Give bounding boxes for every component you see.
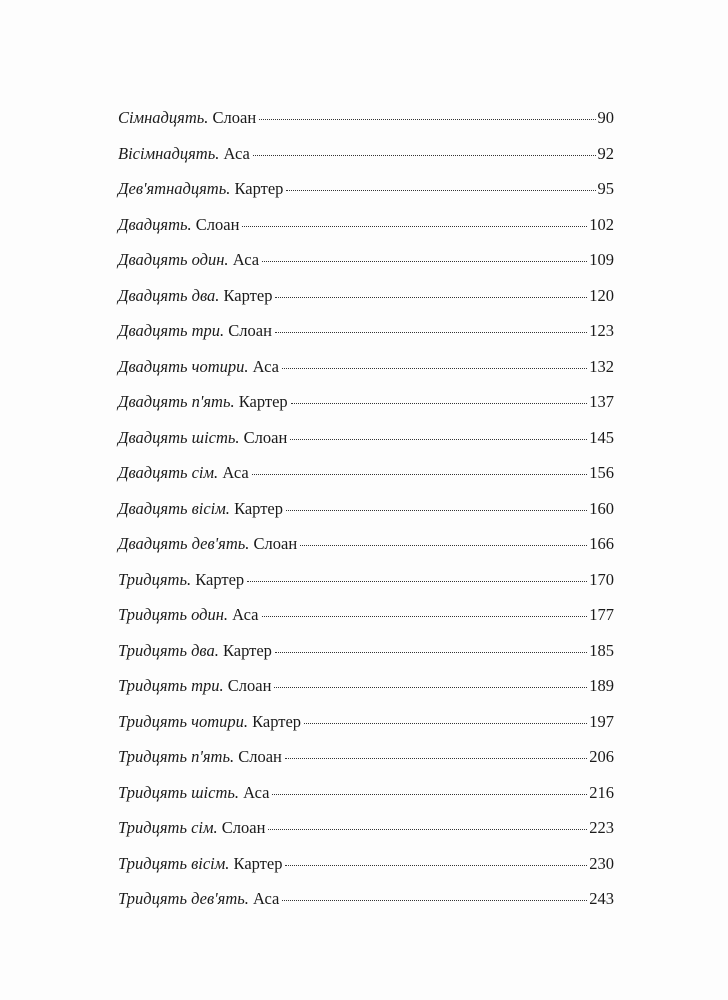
dot-leader [252,473,588,475]
page-number: 95 [597,179,614,198]
entry-title [118,100,256,136]
chapter-number: Двадцять три. [118,321,225,340]
page-number: 216 [589,782,614,802]
narrator-name: Аса [222,463,249,482]
toc-entry [118,207,614,243]
narrator-name: Аса [253,889,280,908]
page-number: 137 [589,392,614,411]
table-of-contents [118,100,614,917]
entry-title [118,846,282,882]
chapter-number: Тридцять дев'ять. [118,889,249,908]
page-number: 189 [589,676,614,695]
page-number: 109 [589,250,614,269]
chapter-number: Тридцять два. [118,640,219,660]
dot-leader [286,509,587,511]
chapter-number: Двадцять вісім. [118,498,230,518]
entry-title [118,491,283,527]
chapter-number: Двадцять сім. [118,463,219,482]
page-number: 90 [597,108,614,127]
page-number: 145 [589,427,614,447]
entry-title [118,278,272,314]
narrator-name: Аса [223,143,250,163]
entry-title [118,775,269,811]
narrator-name: Картер [252,711,302,731]
chapter-number: Дев'ятнадцять. [118,179,231,198]
entry-title [118,136,250,172]
toc-entry [118,810,614,846]
entry-title [118,668,271,704]
page-number: 160 [589,498,614,518]
dot-leader [272,793,587,795]
dot-leader [275,296,587,298]
narrator-name: Картер [222,640,272,660]
toc-entry [118,455,614,491]
dot-leader [275,331,587,333]
toc-entry [118,562,614,598]
chapter-number: Двадцять дев'ять. [118,534,250,553]
page-number: 177 [589,605,614,624]
entry-title [118,313,272,349]
dot-leader [286,189,595,191]
toc-entry [118,633,614,669]
narrator-name: Слоан [243,427,288,447]
narrator-name: Аса [243,782,270,802]
narrator-name: Слоан [228,321,272,340]
page-number: 197 [589,711,614,731]
entry-title [118,526,297,562]
chapter-number: Тридцять шість. [118,782,239,802]
chapter-number: Двадцять два. [118,285,220,305]
entry-title [118,704,301,740]
dot-leader [259,118,595,120]
page-number: 156 [589,463,614,482]
entry-title [118,455,249,491]
entry-title [118,633,272,669]
page-number: 170 [589,569,614,589]
narrator-name: Аса [232,605,259,624]
narrator-name: Аса [252,356,280,376]
chapter-number: Тридцять чотири. [118,711,248,731]
entry-title [118,349,279,385]
toc-entry [118,242,614,278]
chapter-number: Тридцять сім. [118,818,218,837]
dot-leader [275,651,587,653]
page-number: 185 [589,640,614,660]
toc-entry [118,100,614,136]
page-number: 166 [589,534,614,553]
entry-title [118,384,288,420]
toc-entry [118,420,614,456]
dot-leader [247,580,587,582]
toc-entry [118,313,614,349]
toc-entry [118,846,614,882]
chapter-number: Двадцять шість. [118,427,240,447]
toc-entry [118,881,614,917]
chapter-number: Двадцять п'ять. [118,392,235,411]
chapter-number: Тридцять три. [118,676,224,695]
chapter-number: Двадцять. [118,214,192,234]
narrator-name: Слоан [212,108,257,127]
chapter-number: Двадцять один. [118,250,229,269]
toc-entry [118,704,614,740]
toc-entry [118,278,614,314]
entry-title [118,810,265,846]
narrator-name: Картер [223,285,273,305]
dot-leader [282,367,587,369]
narrator-name: Картер [238,392,288,411]
narrator-name: Картер [233,853,283,873]
dot-leader [242,225,587,227]
page-number: 223 [589,818,614,837]
chapter-number: Тридцять п'ять. [118,747,235,766]
toc-entry [118,668,614,704]
dot-leader [290,438,587,440]
chapter-number: Тридцять вісім. [118,853,230,873]
page-number: 243 [589,889,614,908]
chapter-number: Сімнадцять. [118,108,209,127]
entry-title [118,597,259,633]
toc-entry [118,775,614,811]
narrator-name: Слоан [221,818,266,837]
toc-entry [118,136,614,172]
dot-leader [253,154,596,156]
toc-entry [118,171,614,207]
narrator-name: Картер [195,569,245,589]
page-number: 206 [589,747,614,766]
dot-leader [274,686,587,688]
entry-title [118,207,239,243]
entry-title [118,562,244,598]
chapter-number: Тридцять. [118,569,192,589]
page-number: 132 [589,356,614,376]
chapter-number: Двадцять чотири. [118,356,249,376]
dot-leader [304,722,587,724]
entry-title [118,881,279,917]
toc-entry [118,384,614,420]
narrator-name: Слоан [253,534,298,553]
toc-entry [118,349,614,385]
narrator-name: Картер [234,498,283,518]
entry-title [118,739,282,775]
chapter-number: Вісімнадцять. [118,143,220,163]
toc-entry [118,597,614,633]
page-number: 92 [597,143,614,163]
dot-leader [300,544,587,546]
dot-leader [285,864,587,866]
dot-leader [262,260,587,262]
narrator-name: Слоан [227,676,272,695]
page-number: 102 [589,214,614,234]
page-number: 230 [589,853,614,873]
narrator-name: Слоан [195,214,240,234]
narrator-name: Аса [232,250,260,269]
entry-title [118,242,259,278]
toc-entry [118,491,614,527]
page-number: 120 [589,285,614,305]
dot-leader [291,402,588,404]
narrator-name: Картер [234,179,284,198]
entry-title [118,171,283,207]
chapter-number: Тридцять один. [118,605,229,624]
narrator-name: Слоан [238,747,282,766]
page-number: 123 [589,321,614,340]
dot-leader [268,828,587,830]
dot-leader [262,615,588,617]
entry-title [118,420,287,456]
toc-entry [118,739,614,775]
dot-leader [285,757,587,759]
toc-entry [118,526,614,562]
dot-leader [282,899,587,901]
